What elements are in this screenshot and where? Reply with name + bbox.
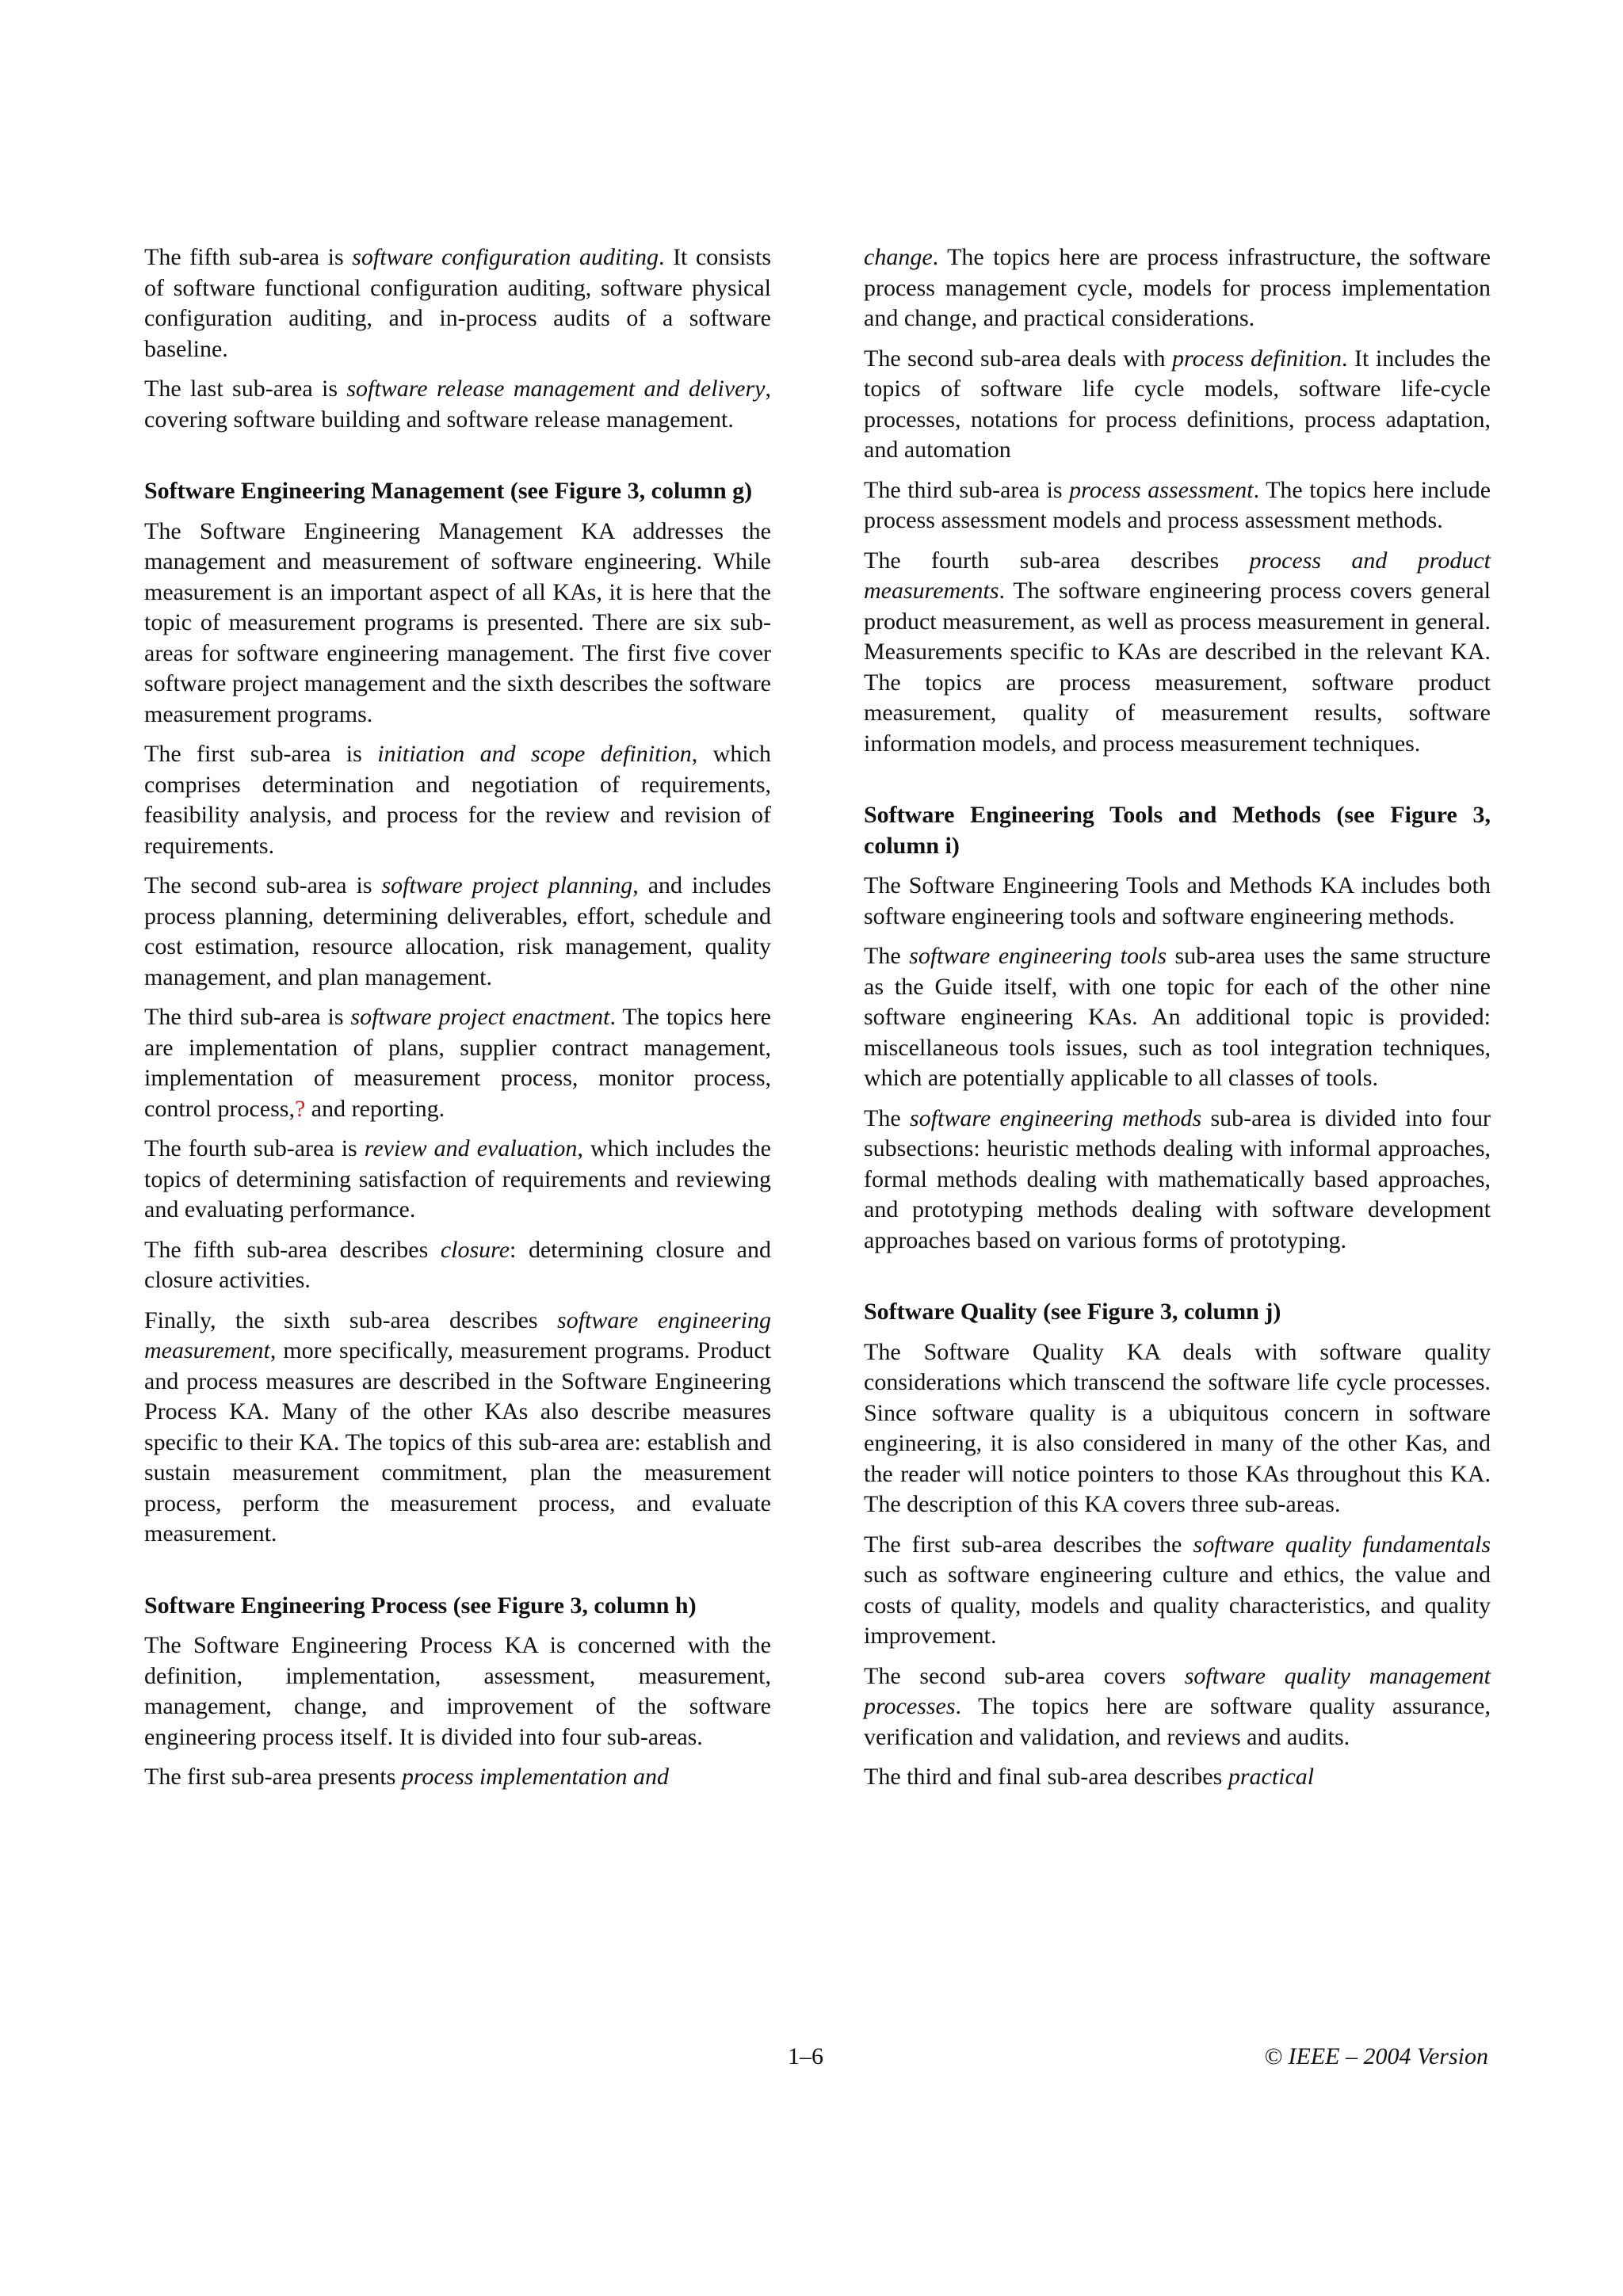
section-heading-tools: Software Engineering Tools and Methods (see Figure 3, column i) xyxy=(864,802,1491,859)
paragraph: The second sub-area deals with process definition. It includes the topics of software life cycle models, software life-cycle processes, notations for process definitions, process adaptation, and automation xyxy=(864,345,1491,463)
paragraph: The first sub-area presents process implementation and xyxy=(144,1764,670,1790)
paragraph: The software engineering tools sub-area uses the same structure as the Guide itself, with one topic for each of the other nine software engineering KAs. An additional topic is provided: miscellaneous tools issues, such as tool integration techniques, which are potentially applicable to all classes of tools. xyxy=(864,943,1491,1091)
paragraph: The first sub-area describes the software quality fundamentals such as software engineering culture and ethics, the value and costs of quality, models and quality characteristics, and quality improvement. xyxy=(864,1531,1491,1649)
paragraph: The second sub-area is software project planning, and includes process planning, determining deliverables, effort, schedule and cost estimation, resource allocation, risk management, quality management, and plan management. xyxy=(144,872,771,990)
left-column xyxy=(144,242,771,1802)
paragraph: change. The topics here are process infrastructure, the software process management cycle, models for process implementation and change, and practical considerations. xyxy=(864,244,1491,331)
paragraph: The last sub-area is software release management and delivery, covering software building and software release management. xyxy=(144,376,771,433)
paragraph: The fourth sub-area describes process and product measurements. The software engineering process covers general product measurement, as well as process measurement in general. Measurements specific to KAs are described in the relevant KA. The topics are process measurement, software product measurement, quality of measurement results, software information models, and process measurement techniques. xyxy=(864,547,1491,757)
section-heading-management: Software Engineering Management (see Figure 3, column g) xyxy=(144,478,753,504)
paragraph: Finally, the sixth sub-area describes software engineering measurement, more specifically, measurement programs. Product and process measures are described in the Software Engineering Process KA. Many of the other KAs also describe measures specific to their KA. The topics of this sub-area are: establish and sustain measurement commitment, plan the measurement process, perform the measurement process, and evaluate measurement. xyxy=(144,1306,771,1547)
section-heading-process: Software Engineering Process (see Figure 3, column h) xyxy=(144,1592,697,1619)
paragraph: The second sub-area covers software quality management processes. The topics here are software quality assurance, verification and validation, and reviews and audits. xyxy=(864,1662,1491,1750)
paragraph: The first sub-area is initiation and scope definition, which comprises determination and negotiation of requirements, feasibility analysis, and process for the review and revision of requirements. xyxy=(144,741,771,859)
question-mark: ? xyxy=(294,1095,306,1122)
paragraph: The Software Engineering Management KA addresses the management and measurement of software engineering. While measurement is an important aspect of all KAs, it is here that the topic of measurement programs is presented. There are six sub-areas for software engineering management. The first five cover software project management and the sixth describes the software measurement programs. xyxy=(144,517,771,727)
right-column xyxy=(864,242,1491,1802)
paragraph: The Software Quality KA deals with software quality considerations which transcend the software life cycle processes. Since software quality is a ubiquitous concern in software engineering, it is also considered in many of the other Kas, and the reader will notice pointers to those KAs throughout this KA. The description of this KA covers three sub-areas. xyxy=(864,1338,1491,1517)
paragraph: The software engineering methods sub-area is divided into four subsections: heuristic methods dealing with informal approaches, formal methods dealing with mathematically based approaches, and prototyping methods dealing with software development approaches based on various forms of prototyping. xyxy=(864,1104,1491,1253)
section-heading-quality: Software Quality (see Figure 3, column j) xyxy=(864,1299,1281,1325)
paragraph: The third sub-area is software project enactment. The topics here are implementation of plans, supplier contract management, implementation of measurement process, monitor process, control process,? and reporting. xyxy=(144,1004,771,1122)
paragraph: The fifth sub-area describes closure: determining closure and closure activities. xyxy=(144,1236,772,1293)
paragraph: The fifth sub-area is software configuration auditing. It consists of software functional configuration auditing, software physical configuration auditing, and in-process audits of a software baseline. xyxy=(144,244,771,362)
copyright-notice: © IEEE – 2004 Version xyxy=(1264,2043,1488,2069)
paragraph: The Software Engineering Process KA is concerned with the definition, implementation, assessment, measurement, management, change, and improvement of the software engineering process itself. It is divided into four sub-areas. xyxy=(144,1632,771,1750)
paragraph: The third sub-area is process assessment. The topics here include process assessment models and process assessment methods. xyxy=(864,476,1491,533)
paragraph: The fourth sub-area is review and evaluation, which includes the topics of determining satisfaction of requirements and reviewing and evaluating performance. xyxy=(144,1135,771,1222)
paragraph: The third and final sub-area describes practical xyxy=(864,1764,1315,1790)
paragraph: The Software Engineering Tools and Methods KA includes both software engineering tools and software engineering methods. xyxy=(864,872,1491,929)
page-number: 1–6 xyxy=(788,2043,823,2069)
